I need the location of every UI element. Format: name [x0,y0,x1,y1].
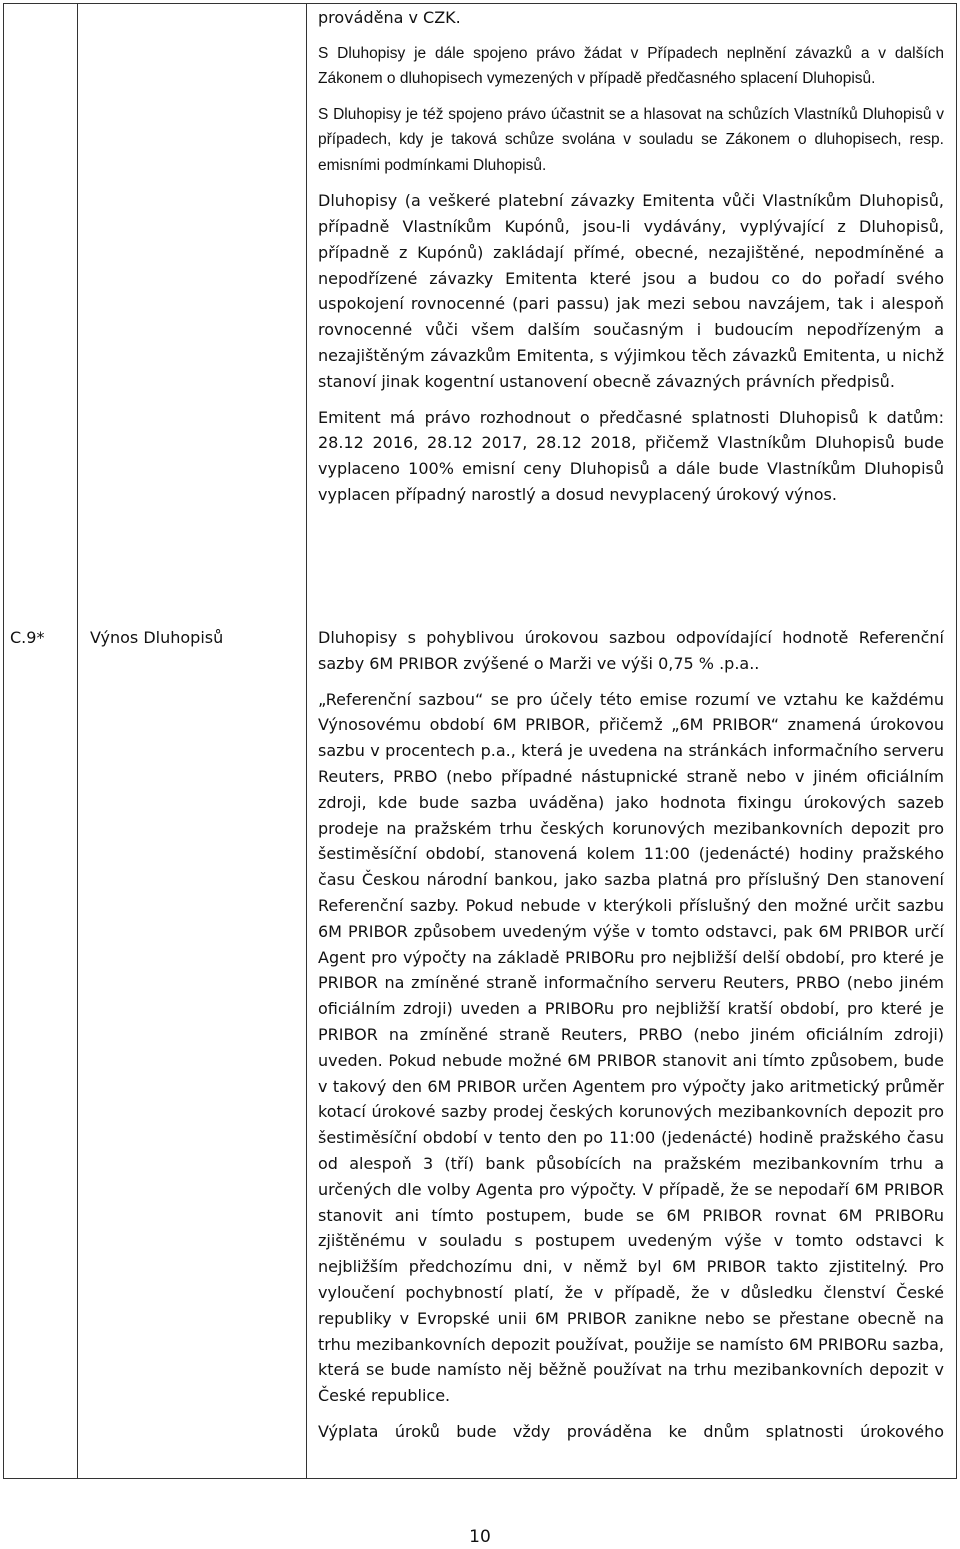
paragraph: S Dluhopisy je též spojeno právo účastnit se a hlasovat na schůzích Vlastníků Dluhopisů v případech, kdy je taková schůze svolána v souladu se Zákonem o dluhopisech, resp. emisními podmínkami Dluhopisů. [318,105,944,174]
paragraph: Výplata úroků bude vždy prováděna ke dnům splatnosti úrokového [318,1421,944,1441]
row-title: Výnos Dluhopisů [90,628,224,647]
paragraph: Emitent má právo rozhodnout o předčasné splatnosti Dluhopisů k datům: 28.12 2016, 28.12 2017, 28.12 2018, přičemž Vlastníkům Dluhopisů bude vyplaceno 100% emisní ceny Dluhopisů a dále bude Vlastníkům Dluhopisů vyplacen případný narostlý a dosud nevyplacený úrokový výnos. [318,407,944,505]
row-c9-text [318,625,944,1455]
paragraph: Dluhopisy (a veškeré platební závazky Emitenta vůči Vlastníkům Dluhopisů, případně Vlastníkům Kupónů, jsou-li vydávány, vyplývající z Dluhopisů, případně z Kupónů) zakládají přímé, obecné, nezajištěné, nepodmíněné a nepodřízené závazky Emitenta které jsou a budou co do pořadí svého uspokojení rovnocenné (pari passu) jak mezi sebou navzájem, tak i alespoň rovnocenné vůči všem dalším současným i budoucím nepodřízeným a nezajištěným závazkům Emitenta, s výjimkou těch závazků Emitenta, u nichž stanoví jinak kogentní ustanovení obecně závazných právních předpisů. [318,191,944,391]
top-block-text [318,5,944,518]
paragraph: Dluhopisy s pohyblivou úrokovou sazbou odpovídající hodnotě Referenční sazby 6M PRIBOR zvýšené o Marži ve výši 0,75 % .p.a.. [318,628,944,673]
paragraph: S Dluhopisy je dále spojeno právo žádat v Případech neplnění závazků a v dalších Zákonem o dluhopisech vymezených v případě předčasného splacení Dluhopisů. [318,44,944,88]
row-code: C.9* [10,628,45,647]
paragraph: prováděna v CZK. [318,8,461,27]
column-divider-2 [306,4,307,1478]
column-divider-1 [77,4,78,1478]
page-number: 10 [469,1527,491,1547]
paragraph: „Referenční sazbou“ se pro účely této emise rozumí ve vztahu ke každému Výnosovému období 6M PRIBOR, přičemž „6M PRIBOR“ znamená úrokovou sazbu v procentech p.a., která je uvedena na stránkách informačního serveru Reuters, PRBO (nebo případné nástupnické straně nebo v jiném oficiálním zdroji, kde bude sazba uváděna) jako hodnota fixingu úrokových sazeb prodeje na pražském trhu českých korunových mezibankovních depozit pro šestiměsíční období, stanovená kolem 11:00 (jedenácté) hodiny pražského času Českou národní bankou, jako sazba platná pro příslušný Den stanovení Referenční sazby. Pokud nebude v kterýkoli příslušný den možné určit sazbu 6M PRIBOR způsobem uvedeným výše v tomto odstavci, pak 6M PRIBOR určí Agent pro výpočty na základě PRIBORu pro nejbližší delší období, pro které je PRIBOR na zmíněné straně informačního serveru Reuters, PRBO (nebo jiném oficiálním zdroji) uveden a PRIBORu pro nejbližší kratší období, pro které je PRIBOR na zmíněné straně Reuters, PRBO (nebo jiném oficiálním zdroji) uveden. Pokud nebude možné 6M PRIBOR stanovit ani tímto způsobem, bude v takový den 6M PRIBOR určen Agentem pro výpočty jako aritmetický průměr kotací úrokové sazby prodej českých korunových mezibankovních depozit pro šestiměsíční období v tento den po 11:00 (jedenácté) hodině pražského času od alespoň 3 (tří) bank působících na pražském mezibankovním trhu a určených dle volby Agenta pro výpočty. V případě, že se nepodaří 6M PRIBOR stanovit ani tímto postupem, bude se 6M PRIBOR rovnat 6M PRIBORu zjištěnému v souladu s postupem uvedeným výše v tomto odstavci k nejbližším předchozímu dni, v němž byl 6M PRIBOR takto zjistitelný. Pro vyloučení pochybností platí, že v případě, že v důsledku členství České republiky v Evropské unii 6M PRIBOR zanikne nebo se přestane obecně na trhu mezibankovních depozit používat, použije se namísto 6M PRIBORu sazba, která se bude namísto něj běžně používat na trhu mezibankovních depozit v České republice. [318,689,944,1406]
